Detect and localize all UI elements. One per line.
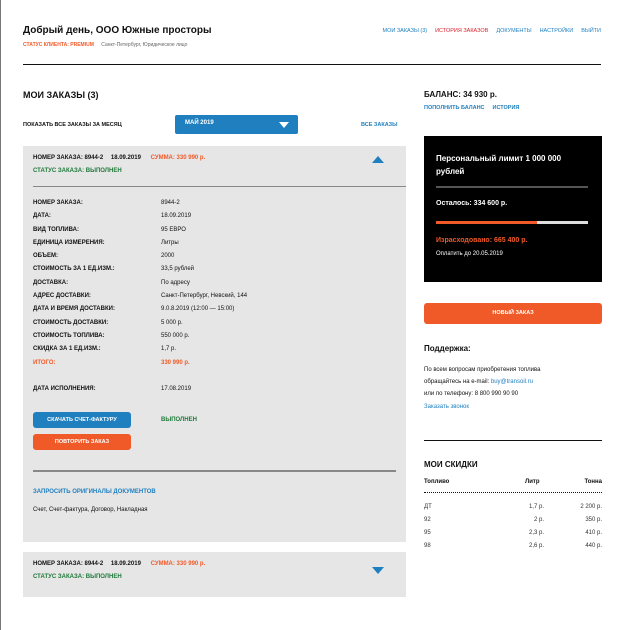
order-details <box>33 200 373 399</box>
detail-row <box>33 280 373 293</box>
support-email-prefix: обращайтесь на e-mail: <box>424 379 491 385</box>
greeting-title: Добрый день, ООО Южные просторы <box>23 25 212 36</box>
total-label: ИТОГО: <box>33 359 56 366</box>
detail-row <box>33 200 373 213</box>
documents-list: Счет, Счет-фактура, Договор, Накладная <box>33 507 148 513</box>
detail-value: 1,7 р. <box>161 346 177 353</box>
discount-liter: 1,7 р. <box>528 504 544 510</box>
detail-value: 9.0.8.2019 (12:00 — 15:00) <box>161 306 235 313</box>
order-status: СТАТУС ЗАКАЗА: ВЫПОЛНЕН <box>33 574 122 580</box>
limit-divider <box>436 186 588 188</box>
docs-divider <box>33 470 396 472</box>
nav-order-history[interactable]: ИСТОРИЯ ЗАКАЗОВ <box>435 28 489 34</box>
header-divider <box>23 64 601 65</box>
detail-value: 5 000 р. <box>161 319 183 326</box>
detail-row <box>33 333 373 346</box>
detail-value: Литры <box>161 239 179 246</box>
balance-value: БАЛАНС: 34 930 р. <box>424 90 497 99</box>
detail-key: ДАТА: <box>33 213 51 220</box>
discount-row <box>424 517 602 526</box>
order-status: СТАТУС ЗАКАЗА: ВЫПОЛНЕН <box>33 168 122 174</box>
detail-row <box>33 253 373 266</box>
discount-liter: 2,6 р. <box>528 543 544 549</box>
order-card-expanded <box>23 146 406 542</box>
discount-ton: 350 р. <box>585 517 602 523</box>
order-number: НОМЕР ЗАКАЗА: 8944-2 <box>33 155 104 161</box>
top-nav <box>383 28 602 34</box>
nav-my-orders[interactable]: МОИ ЗАКАЗЫ (3) <box>382 28 428 34</box>
request-documents-link[interactable]: ЗАПРОСИТЬ ОРИГИНАЛЫ ДОКУМЕНТОВ <box>33 489 156 495</box>
discount-ton: 2 200 р. <box>580 504 602 510</box>
support-line-2 <box>424 376 604 388</box>
discount-fuel: 98 <box>424 543 431 549</box>
limit-spent: Израсходовано: 665 400 р. <box>436 237 528 244</box>
orders-title: МОИ ЗАКАЗЫ (3) <box>23 90 99 100</box>
detail-value: 8944-2 <box>161 200 180 206</box>
balance-links <box>424 105 519 111</box>
detail-row <box>33 346 373 359</box>
detail-key: АДРЕС ДОСТАВКИ: <box>33 293 91 300</box>
discount-fuel: 92 <box>424 517 431 523</box>
discount-row <box>424 530 602 539</box>
detail-key: ДАТА И ВРЕМЯ ДОСТАВКИ: <box>33 306 115 313</box>
total-row <box>33 360 373 373</box>
discount-ton: 410 р. <box>585 530 602 536</box>
repeat-order-button[interactable]: ПОВТОРИТЬ ЗАКАЗ <box>33 434 131 450</box>
limit-remaining: Осталось: 334 600 р. <box>436 200 508 207</box>
order-sum: СУММА: 330 990 р. <box>150 561 206 567</box>
done-status-label: ВЫПОЛНЕН <box>161 417 197 423</box>
support-divider <box>424 440 602 441</box>
support-text <box>424 364 604 400</box>
support-email-link[interactable]: buy@transoil.ru <box>490 379 533 385</box>
detail-value: 18.09.2019 <box>161 213 192 220</box>
discount-row <box>424 543 602 552</box>
limit-card <box>424 136 602 282</box>
order-number: НОМЕР ЗАКАЗА: 8944-2 <box>33 561 104 567</box>
order-header <box>33 561 205 567</box>
all-orders-link[interactable]: ВСЕ ЗАКАЗЫ <box>361 122 398 128</box>
detail-value: 550 000 р. <box>161 332 190 339</box>
status-prefix: СТАТУС КЛИЕНТА: <box>23 42 69 48</box>
discounts-title: МОИ СКИДКИ <box>424 460 478 469</box>
detail-key: СКИДКА ЗА 1 ЕД.ИЗМ.: <box>33 346 101 353</box>
discount-row <box>424 504 602 513</box>
new-order-button[interactable]: НОВЫЙ ЗАКАЗ <box>424 303 602 324</box>
month-select-value: МАЙ 2019 <box>185 120 214 126</box>
detail-key: СТОИМОСТЬ ЗА 1 ЕД.ИЗМ.: <box>33 266 115 273</box>
detail-key: ОБЪЕМ: <box>33 253 58 260</box>
detail-key: НОМЕР ЗАКАЗА: <box>33 200 83 206</box>
detail-row <box>33 306 373 319</box>
detail-value: По адресу <box>161 279 190 286</box>
detail-key: ДОСТАВКА: <box>33 279 69 286</box>
discount-liter: 2 р. <box>533 517 544 523</box>
support-line-3: или по телефону: 8 800 990 90 90 <box>424 391 519 397</box>
order-divider <box>33 186 406 187</box>
balance-history-link[interactable]: ИСТОРИЯ <box>492 105 520 111</box>
order-date: 18.09.2019 <box>110 561 141 567</box>
detail-value: 2000 <box>161 253 175 260</box>
detail-row <box>33 240 373 253</box>
execution-date-row <box>33 386 373 399</box>
status-value: PREMIUM <box>70 42 94 48</box>
client-location: Санкт-Петербург, Юридическое лицо <box>101 42 188 48</box>
month-filter-label: ПОКАЗАТЬ ВСЕ ЗАКАЗЫ ЗА МЕСЯЦ <box>23 122 122 128</box>
nav-documents[interactable]: ДОКУМЕНТЫ <box>496 28 532 34</box>
detail-key: ЕДИНИЦА ИЗМЕРЕНИЯ: <box>33 239 105 246</box>
collapse-arrow-icon[interactable] <box>372 156 384 163</box>
limit-title: Персональный лимит 1 000 000 рублей <box>436 154 562 176</box>
request-callback-link[interactable]: Заказать звонок <box>424 404 469 410</box>
detail-key: СТОИМОСТЬ ТОПЛИВА: <box>33 332 105 339</box>
col-fuel: Топливо <box>424 479 450 485</box>
limit-due-date: Оплатить до 20.05.2019 <box>436 251 503 257</box>
execution-date-value: 17.08.2019 <box>161 385 192 392</box>
support-line-1: По всем вопросам приобретения топлива <box>424 367 541 373</box>
detail-value: 95 ЕВРО <box>161 226 186 233</box>
detail-key: СТОИМОСТЬ ДОСТАВКИ: <box>33 319 109 326</box>
chevron-down-icon <box>279 122 289 128</box>
col-liter: Литр <box>525 479 540 485</box>
client-status <box>23 42 187 48</box>
total-value: 330 990 р. <box>161 359 190 366</box>
detail-row <box>33 266 373 279</box>
detail-row <box>33 320 373 333</box>
order-card-collapsed[interactable] <box>23 552 406 597</box>
topup-balance-link[interactable]: ПОПОЛНИТЬ БАЛАНС <box>424 105 485 111</box>
discounts-header <box>424 479 602 489</box>
discounts-dotted-divider <box>424 492 602 493</box>
support-title: Поддержка: <box>424 344 471 353</box>
nav-logout[interactable]: ВЫЙТИ <box>581 28 601 34</box>
order-sum: СУММА: 330 990 р. <box>150 155 206 161</box>
nav-settings[interactable]: НАСТРОЙКИ <box>539 28 574 34</box>
order-header <box>33 155 205 161</box>
execution-date-label: ДАТА ИСПОЛНЕНИЯ: <box>33 385 96 392</box>
expand-arrow-icon[interactable] <box>372 567 384 574</box>
limit-progress-bar <box>436 221 588 224</box>
download-invoice-button[interactable]: СКАЧАТЬ СЧЕТ-ФАКТУРУ <box>33 412 131 428</box>
month-select[interactable] <box>175 115 298 134</box>
discount-ton: 440 р. <box>585 543 602 549</box>
order-date: 18.09.2019 <box>110 155 141 161</box>
discount-fuel: ДТ <box>424 504 432 510</box>
limit-progress-fill <box>436 221 537 224</box>
discount-fuel: 95 <box>424 530 431 536</box>
detail-row <box>33 227 373 240</box>
discount-liter: 2,3 р. <box>528 530 544 536</box>
detail-row <box>33 293 373 306</box>
detail-value: Санкт-Петербург, Невский, 144 <box>161 293 248 300</box>
detail-value: 33,5 рублей <box>161 266 195 273</box>
detail-key: ВИД ТОПЛИВА: <box>33 226 79 233</box>
col-ton: Тонна <box>584 479 602 485</box>
detail-row <box>33 213 373 226</box>
